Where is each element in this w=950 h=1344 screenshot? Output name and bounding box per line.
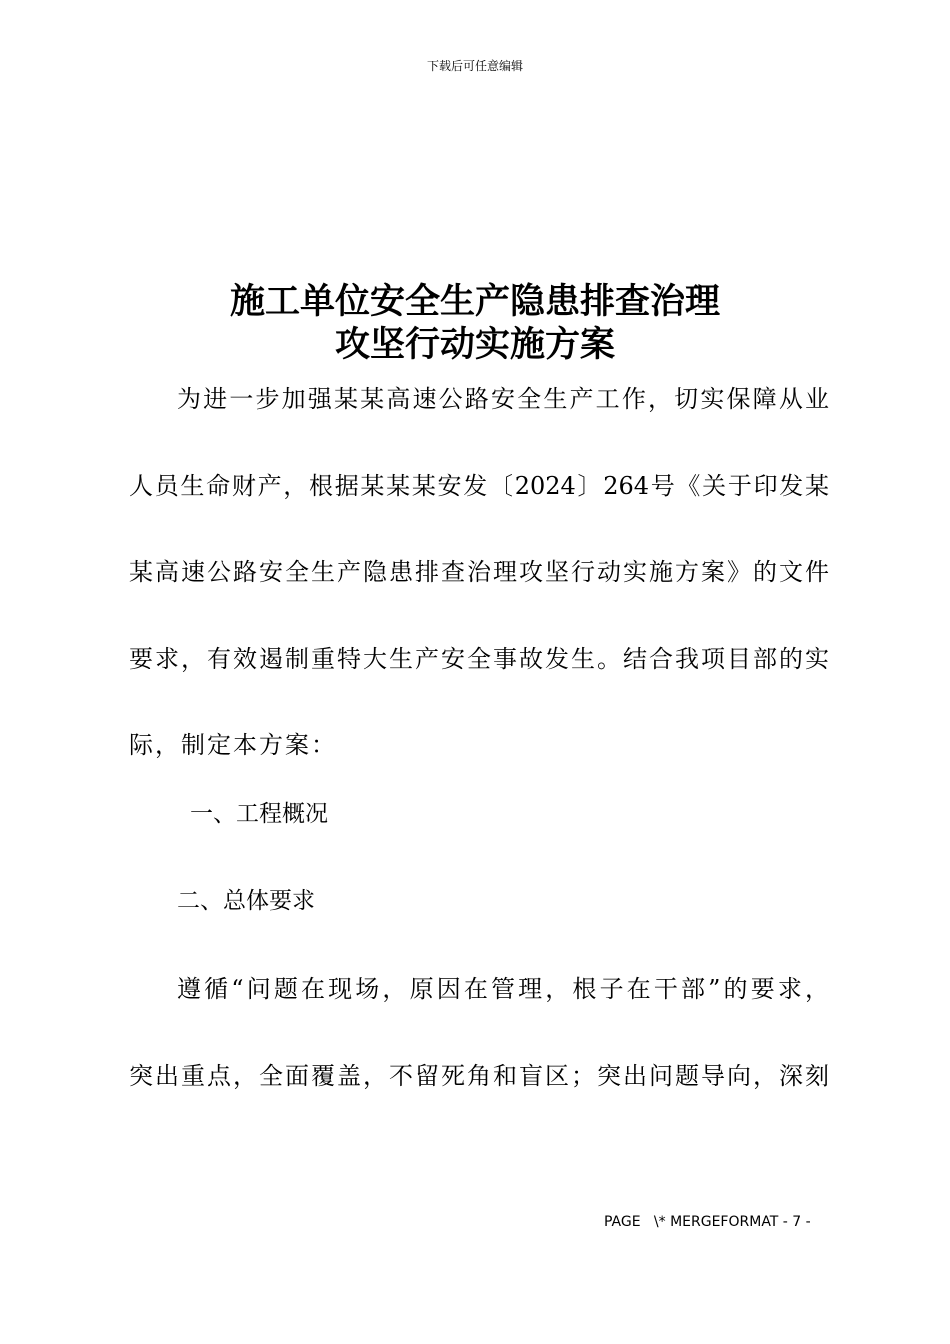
paragraph-1-line-1: 为进一步加强某某高速公路安全生产工作，切实保障从业	[177, 385, 829, 413]
paragraph-2-line-2: 突出重点，全面覆盖，不留死角和盲区；突出问题导向，深刻	[129, 1062, 829, 1090]
page-footer-field: PAGE \* MERGEFORMAT - 7 -	[604, 1214, 811, 1230]
paragraph-1-line-4: 要求，有效遏制重特大生产安全事故发生。结合我项目部的实	[129, 645, 829, 673]
document-title-line-1: 施工单位安全生产隐患排查治理	[229, 281, 720, 322]
document-title-line-2: 攻坚行动实施方案	[334, 324, 615, 365]
paragraph-1-line-2: 人员生命财产，根据某某某安发〔2024〕264号《关于印发某	[129, 472, 829, 500]
page-header-note: 下载后可任意编辑	[426, 59, 523, 73]
paragraph-2-line-1: 遵循“问题在现场，原因在管理，根子在干部”的要求，	[177, 975, 829, 1003]
paragraph-1-line-3: 某高速公路安全生产隐患排查治理攻坚行动实施方案》的文件	[129, 558, 829, 586]
section-heading-project-overview: 一、工程概况	[190, 801, 328, 827]
paragraph-1-line-5: 际，制定本方案：	[129, 731, 337, 759]
section-heading-general-requirements: 二、总体要求	[177, 888, 315, 914]
